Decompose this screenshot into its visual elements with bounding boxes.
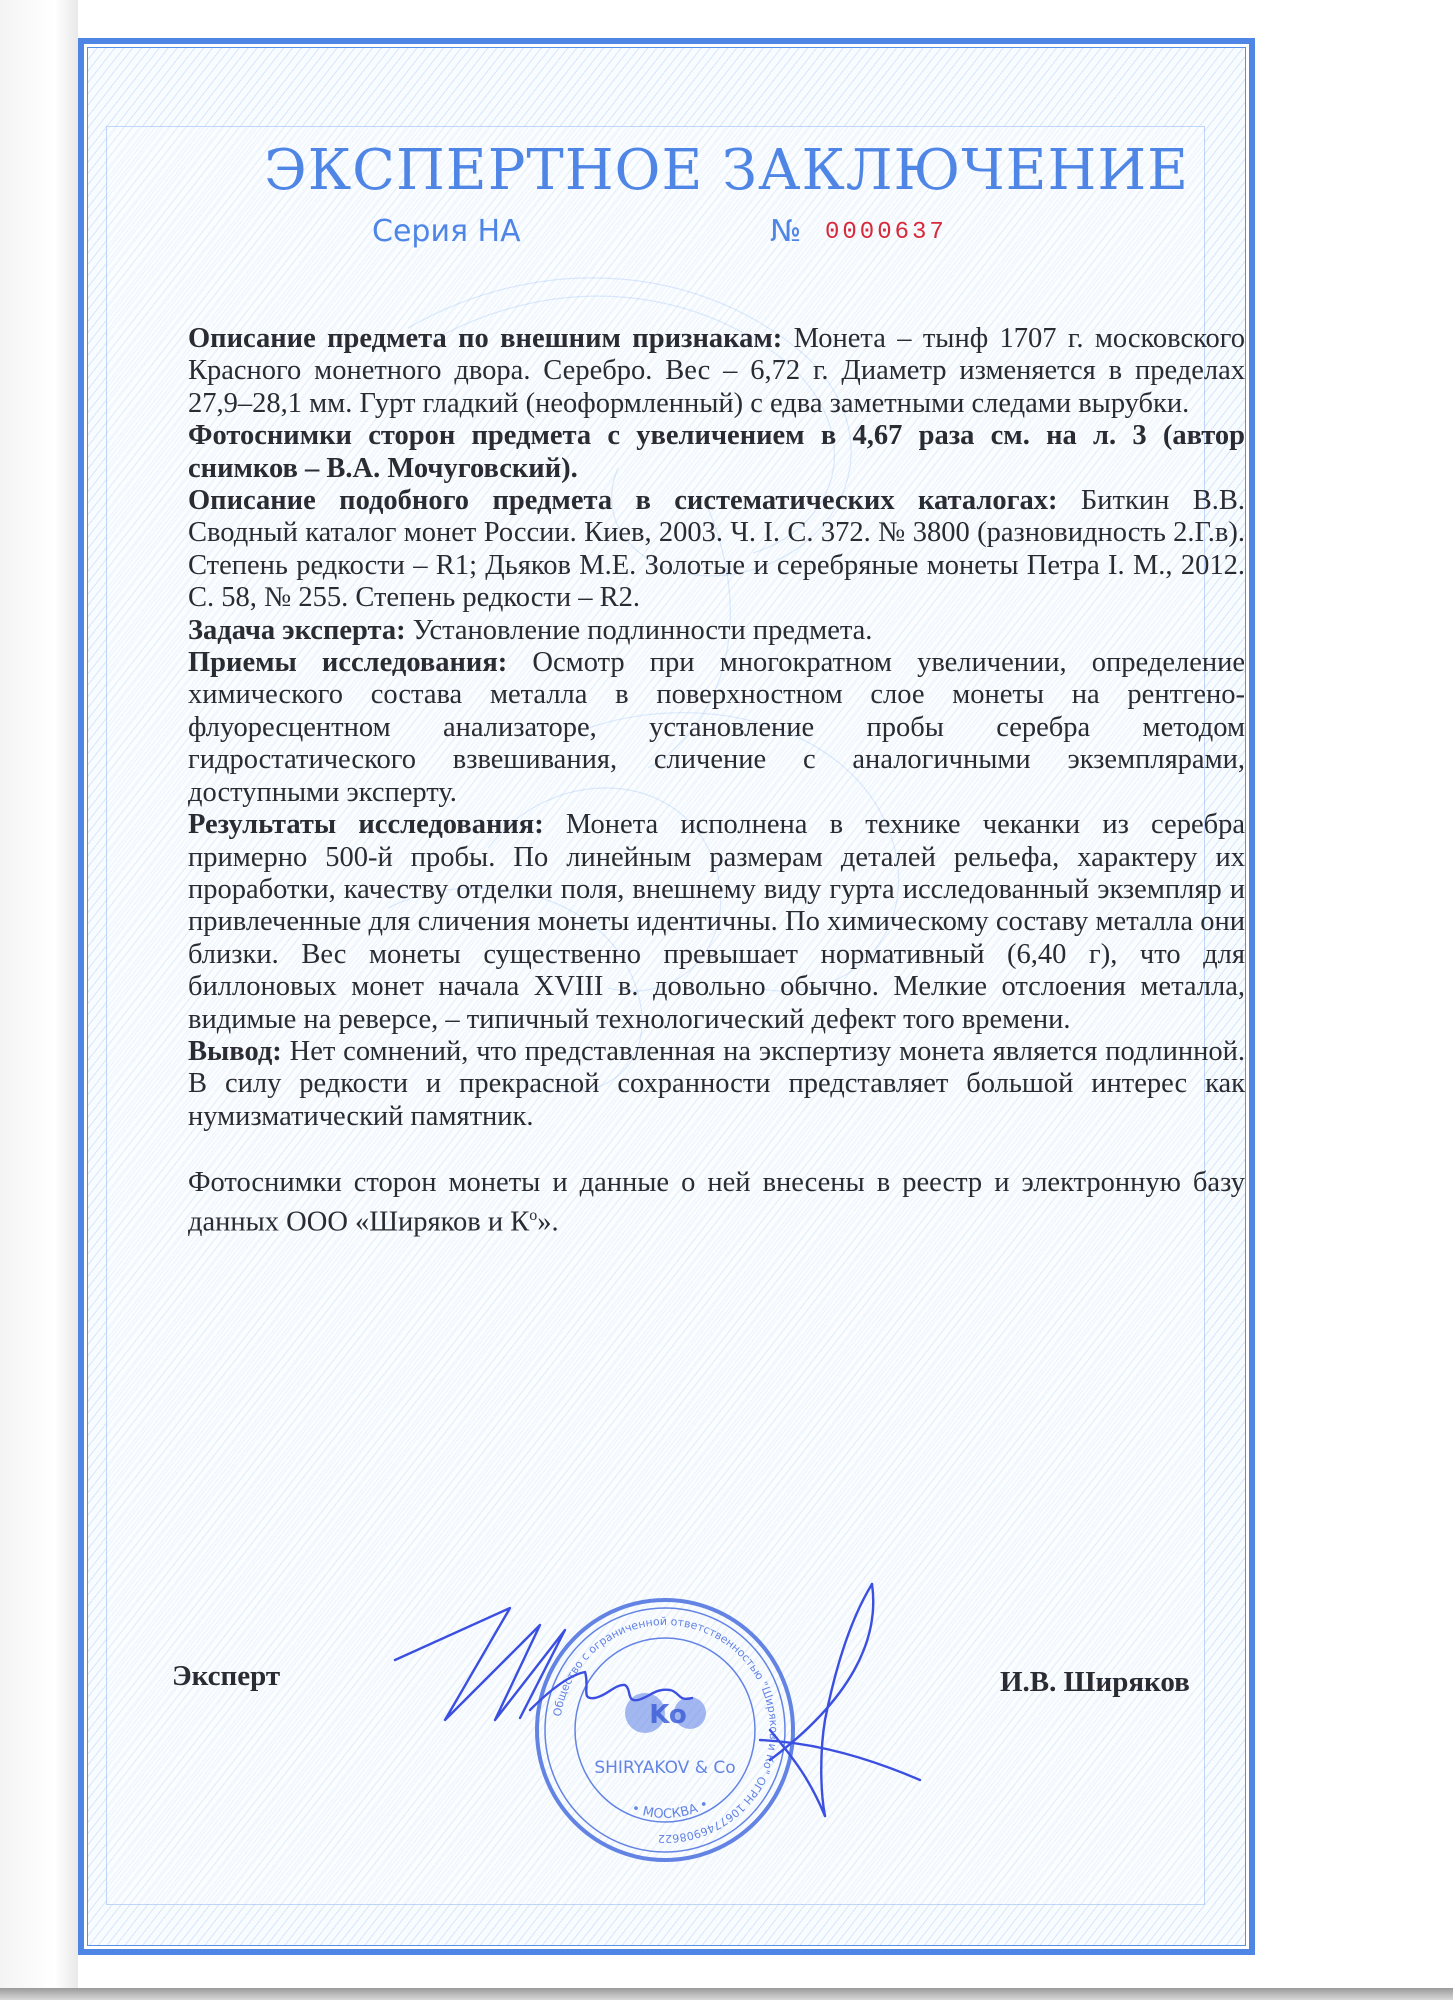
section-heading: Описание предмета по внешним признакам: — [188, 323, 783, 354]
registry-note-superscript: о — [529, 1206, 538, 1224]
spacer — [188, 1133, 1245, 1167]
section-heading: Вывод: — [188, 1035, 282, 1067]
section-text: Биткин В.В. Сводный каталог монет России. Киев, 2003. Ч. I. С. 372. № 3800 (разновидность 2.Г.в). Степень редкости – R1; Дьяков М.Е. Золотые и серебряные монеты Петра I. М., 2012. С. 58, № 255. Степень редкости – R2. — [188, 485, 1245, 614]
certificate-number: 0000637 — [825, 219, 947, 246]
section-text: Нет сомнений, что представленная на экспертизу монета является подлинной. В силу редкости и прекрасной сохранности представляет большой интерес как нумизматический памятник. — [188, 1035, 1245, 1132]
registry-note — [188, 1167, 1245, 1238]
section-text: Монета исполнена в технике чеканки из серебра примерно 500-й пробы. По линейным размерам деталей рельефа, характеру их проработки, качеству отделки поля, внешнему виду гурта исследованный экземпляр и привлеченные для сличения монеты идентичны. По химическому составу металла они близки. Вес монеты существенно превышает нормативный (6,40 г), что для биллоновых монет начала XVIII в. довольно обычно. Мелкие отслоения металла, видимые на реверсе, – типичный технологический дефект того времени. — [188, 809, 1245, 1035]
certificate-body — [188, 323, 1245, 1238]
section-heading: Результаты исследования: — [188, 809, 544, 841]
section-heading: Описание подобного предмета в систематических каталогах: — [188, 485, 1058, 517]
series-label: Серия НА — [372, 214, 521, 249]
expert-name: И.В. Ширяков — [1000, 1666, 1190, 1698]
page-shadow — [0, 1988, 1453, 2000]
registry-note-end: ». — [537, 1206, 559, 1238]
document-title: ЭКСПЕРТНОЕ ЗАКЛЮЧЕНИЕ — [263, 138, 1190, 203]
section-photos — [188, 420, 1245, 485]
expert-label: Эксперт — [172, 1660, 281, 1692]
section-description — [188, 323, 1245, 420]
number-sign: № — [770, 214, 802, 249]
section-text: Монета – тынф 1707 г. московского Красного монетного двора. Серебро. Вес – 6,72 г. Диаметр изменяется в пределах 27,9–28,1 мм. Гурт гладкий (неоформленный) с едва заметными следами вырубки. — [188, 323, 1245, 419]
registry-note-text: Фотоснимки сторон монеты и данные о ней внесены в реестр и электронную базу данных ООО «Ширяков и К — [188, 1167, 1245, 1238]
section-methods — [188, 647, 1245, 809]
section-results — [188, 809, 1245, 1036]
section-heading: Задача эксперта: — [188, 614, 406, 646]
section-heading: Приемы исследования: — [188, 647, 508, 679]
section-heading: Фотоснимки сторон предмета с увеличением в 4,67 раза см. на л. 3 (автор снимков – В.А. Мочуговский). — [188, 420, 1245, 484]
page-edge — [0, 0, 78, 1990]
svg-text:Ko: Ko — [649, 1700, 687, 1730]
svg-text:• МОСКВА •: • МОСКВА • — [629, 1796, 712, 1823]
handwritten-signature — [380, 1580, 940, 1840]
section-task — [188, 615, 1245, 647]
section-text: Осмотр при многократном увеличении, определение химического состава металла в поверхностном слое монеты на рентгено-флуоресцентном анализаторе, установление пробы серебра методом гидростатического взвешивания, сличение с аналогичными экземплярами, доступными эксперту. — [188, 647, 1246, 808]
section-text: Установление подлинности предмета. — [405, 614, 873, 646]
section-catalogs — [188, 485, 1245, 615]
svg-text:SHIRYAKOV & Co: SHIRYAKOV & Co — [594, 1758, 736, 1778]
svg-text:Общество с ограниченной ответс: Общество с ограниченной ответственностью "Ширяков и Ко" ОГРН 1067746908622 — [550, 1614, 781, 1846]
section-conclusion — [188, 1036, 1245, 1133]
